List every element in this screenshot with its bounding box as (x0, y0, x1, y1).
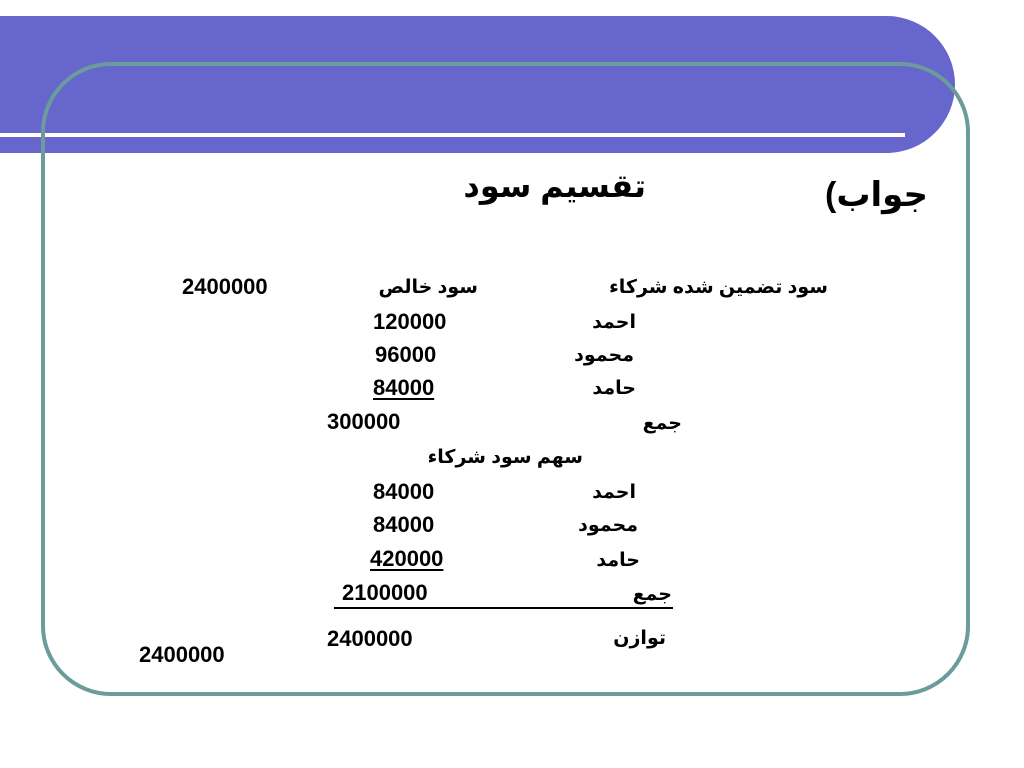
net-profit-label: سود خالص (378, 277, 478, 298)
balance-label: توازن (613, 628, 666, 649)
answer-label: جواب) (825, 176, 928, 214)
share-amount-3: 420000 (370, 546, 444, 571)
guaranteed-amount-1: 120000 (373, 309, 447, 334)
guaranteed-name-3: حامد (592, 378, 636, 399)
slide-frame (41, 62, 970, 696)
share-total: 2100000 (342, 580, 428, 605)
share-name-1: احمد (592, 482, 636, 503)
left-total-top: 2400000 (182, 274, 268, 299)
left-total-bottom: 2400000 (139, 642, 225, 667)
share-name-3: حامد (596, 550, 640, 571)
share-amount-1: 84000 (373, 479, 435, 504)
share-total-underline (334, 607, 673, 609)
guaranteed-total: 300000 (327, 409, 401, 434)
share-name-2: محمود (578, 515, 638, 536)
share-total-label: جمع (632, 584, 672, 605)
share-amount-2: 84000 (373, 512, 435, 537)
guaranteed-amount-3: 84000 (373, 375, 435, 400)
balance-amount: 2400000 (327, 626, 413, 651)
guaranteed-name-2: محمود (574, 345, 634, 366)
slide-title: تقسیم سود (463, 168, 646, 204)
guaranteed-name-1: احمد (592, 312, 636, 333)
guaranteed-amount-2: 96000 (375, 342, 437, 367)
guaranteed-total-label: جمع (642, 413, 682, 434)
guaranteed-profit-label: سود تضمین شده شرکاء (609, 277, 828, 298)
partners-share-heading: سهم سود شرکاء (427, 447, 583, 468)
